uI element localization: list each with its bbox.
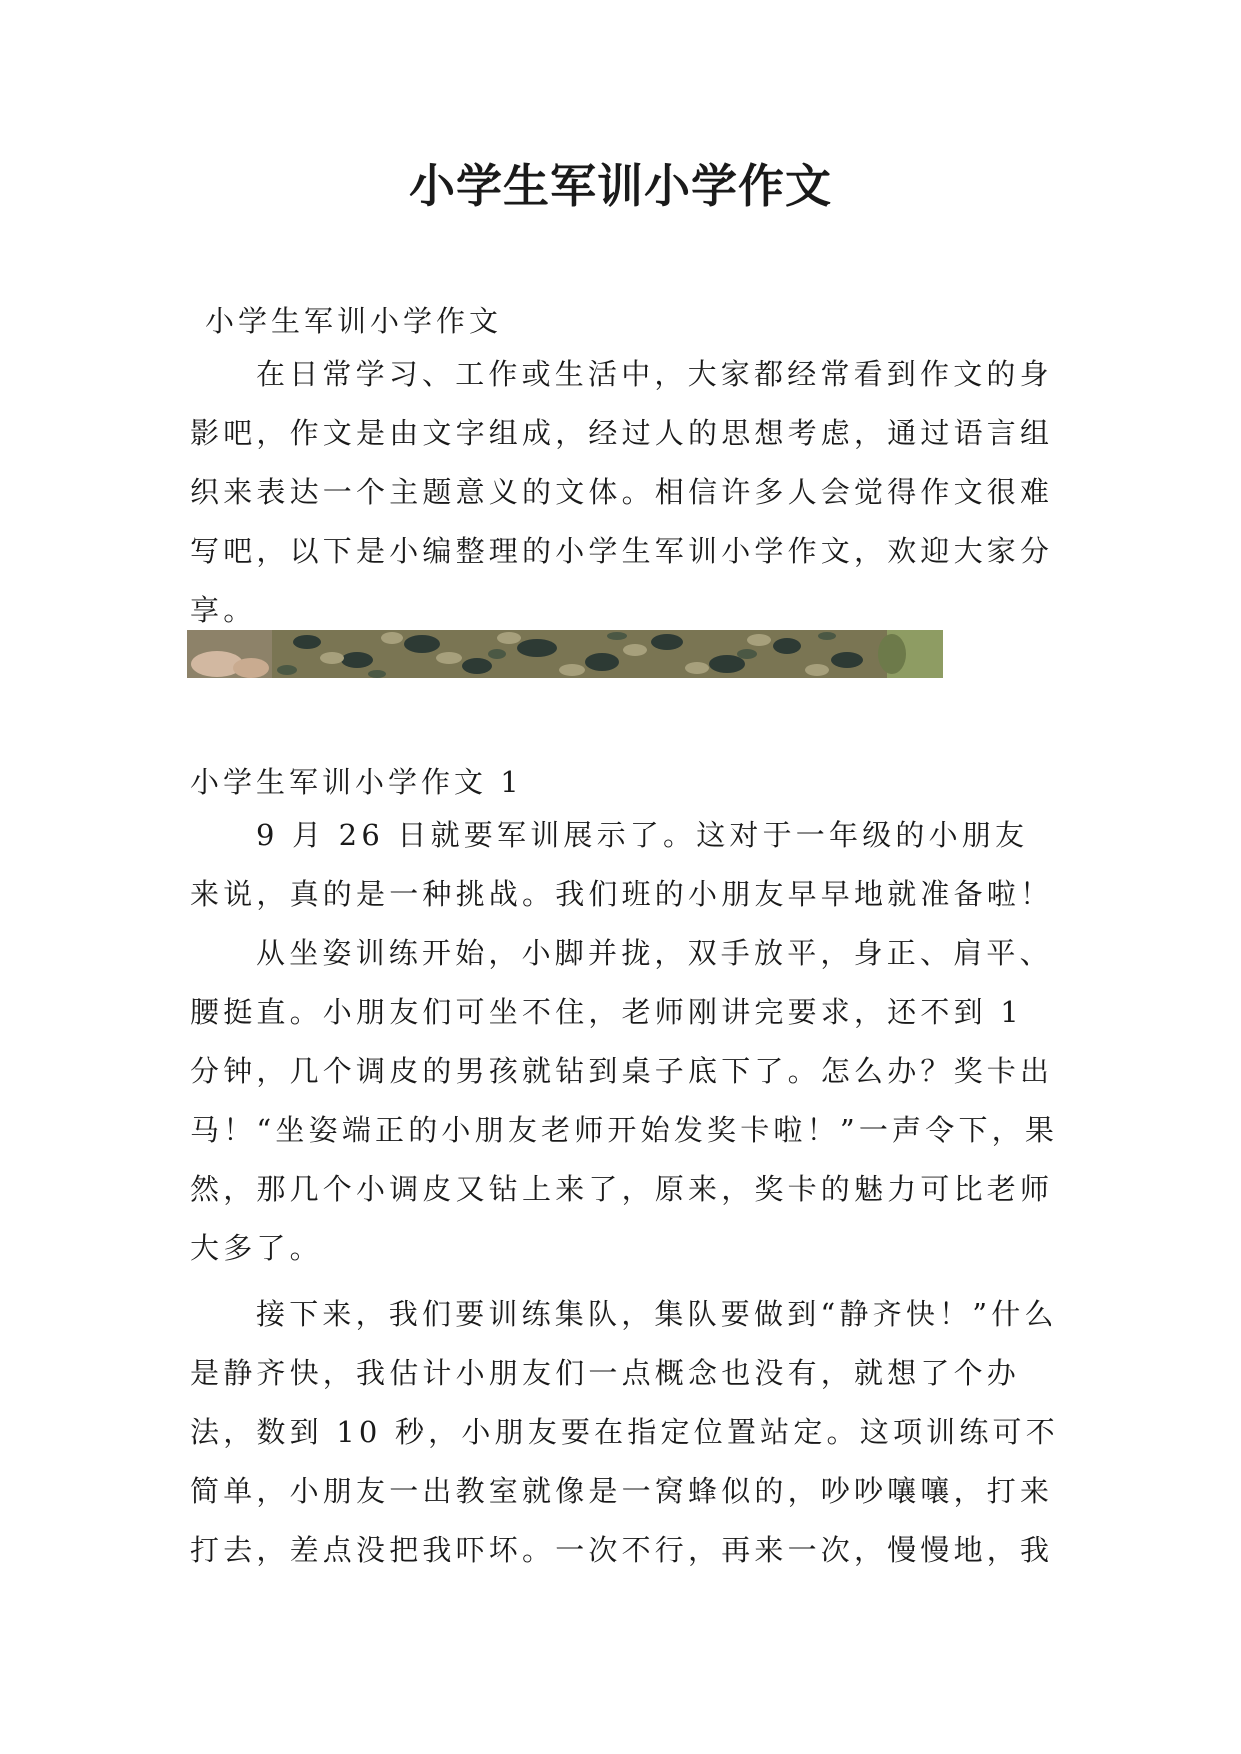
camouflage-photo-icon (187, 630, 943, 678)
story-paragraph-3: 接下来，我们要训练集队，集队要做到“静齐快！”什么是静齐快，我估计小朋友们一点概念也没有，就想了个办法，数到 10 秒，小朋友要在指定位置站定。这项训练可不简单，小朋友一出教室就像是一窝蜂似的，吵吵嚷嚷，打来打去，差点没把我吓坏。一次不行，再来一次，慢慢地，我 (190, 1297, 1059, 1567)
section-heading: 小学生军训小学作文 1 (190, 765, 523, 799)
document-subtitle: 小学生军训小学作文 (205, 304, 503, 338)
intro-paragraph: 在日常学习、工作或生活中，大家都经常看到作文的身影吧，作文是由文字组成，经过人的思想考虑，通过语言组织来表达一个主题意义的文体。相信许多人会觉得作文很难写吧，以下是小编整理的小学生军训小学作文，欢迎大家分享。 (190, 357, 1054, 627)
story-paragraph-1: 9 月 26 日就要军训展示了。这对于一年级的小朋友来说，真的是一种挑战。我们班的小朋友早早地就准备啦！ (190, 818, 1054, 911)
document-title: 小学生军训小学作文 (409, 159, 832, 213)
story-paragraph-2: 从坐姿训练开始，小脚并拢，双手放平，身正、肩平、腰挺直。小朋友们可坐不住，老师刚讲完要求，还不到 1 分钟，几个调皮的男孩就钻到桌子底下了。怎么办？奖卡出马！“坐姿端正的小朋友老师开始发奖卡啦！”一声令下，果然，那几个小调皮又钻上来了，原来，奖卡的魅力可比老师大多了。 (190, 936, 1059, 1265)
camouflage-photo-strip (187, 630, 943, 678)
story-body (190, 806, 1060, 1580)
intro-paragraph-block (190, 345, 1060, 640)
